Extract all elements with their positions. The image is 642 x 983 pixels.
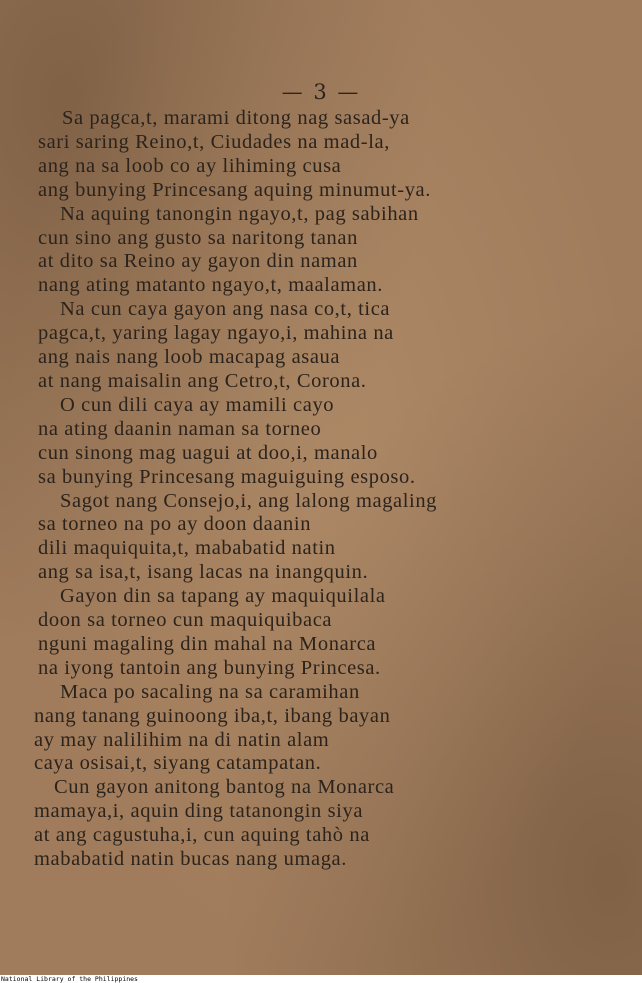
verse-line: mababatid natin bucas nang umaga. [34,848,347,871]
verse-line: dili maquiquita,t, mababatid natin [38,537,336,560]
verse-line: sa torneo na po ay doon daanin [38,513,312,536]
verse-text-block [30,107,590,872]
verse-line: na iyong tantoin ang bunying Princesa. [38,656,381,679]
verse-line: caya osisai,t, siyang catampatan. [34,752,322,775]
library-footer: National Library of the Philippines [0,975,642,983]
verse-line: nang ating matanto ngayo,t, maalaman. [38,274,383,297]
page-number: — 3 — [281,80,361,104]
verse-line: Maca po sacaling na sa caramihan [60,680,360,703]
verse-line: sa bunying Princesang maguiguing esposo. [38,465,416,488]
verse-line: doon sa torneo cun maquiquibaca [38,609,333,632]
verse-line: cun sinong mag uagui at doo,i, manalo [38,441,378,464]
verse-line: Na cun caya gayon ang nasa co,t, tica [60,298,391,321]
verse-line: Sagot nang Consejo,i, ang lalong magaling [60,489,438,512]
verse-line: sari saring Reino,t, Ciudades na mad-la, [38,130,390,153]
verse-line: ang bunying Princesang aquing minumut-ya. [38,178,431,201]
verse-line: mamaya,i, aquin ding tatanongin siya [34,800,364,823]
verse-line: Na aquing tanongin ngayo,t, pag sabihan [60,202,419,225]
verse-line: na ating daanin naman sa torneo [38,417,322,440]
verse-line: nguni magaling din mahal na Monarca [38,632,377,655]
verse-line: Cun gayon anitong bantog na Monarca [54,776,395,799]
verse-line: ang sa isa,t, isang lacas na inangquin. [38,561,369,584]
verse-line: cun sino ang gusto sa naritong tanan [38,226,358,249]
verse-line: at nang maisalin ang Cetro,t, Corona. [38,369,367,392]
verse-line: ang nais nang loob macapag asaua [38,346,341,369]
verse-line: nang tanang guinoong iba,t, ibang bayan [34,704,391,727]
verse-line: at ang cagustuha,i, cun aquing tahò na [34,824,370,847]
verse-line: ay may nalilihim na di natin alam [34,728,330,751]
verse-line: at dito sa Reino ay gayon din naman [38,250,358,273]
verse-line: pagca,t, yaring lagay ngayo,i, mahina na [38,322,394,345]
verse-line: Gayon din sa tapang ay maquiquilala [60,585,386,608]
verse-line: Sa pagca,t, marami ditong nag sasad-ya [62,107,410,129]
verse-line: ang na sa loob co ay lihiming cusa [38,154,342,177]
verse-line: O cun dili caya ay mamili cayo [60,393,335,416]
